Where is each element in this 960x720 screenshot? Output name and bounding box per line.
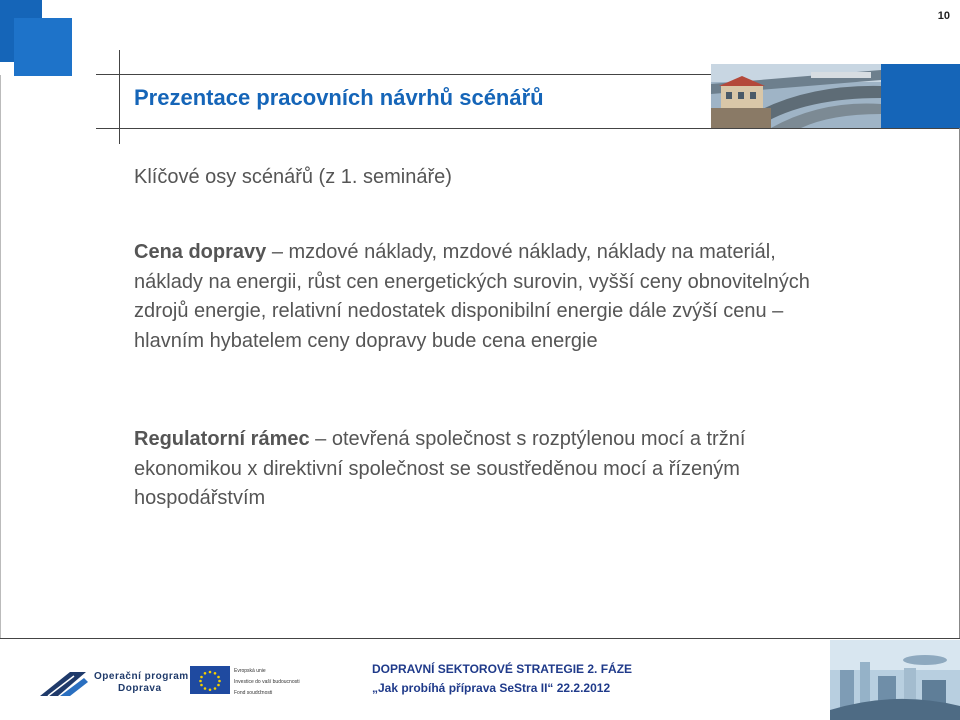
frame-left (0, 75, 1, 638)
slide-subtitle: Klíčové osy scénářů (z 1. semináře) (134, 166, 452, 188)
slide-title: Prezentace pracovních návrhů scénářů (134, 85, 544, 110)
corner-square-left (0, 18, 14, 62)
eu-logo-text (234, 666, 300, 699)
eu-line3: Fond soudržnosti (234, 690, 273, 696)
paragraph-regulatory-framework (134, 425, 834, 514)
corner-square-gap (42, 0, 56, 18)
eu-logo (190, 666, 324, 698)
corner-square-top (0, 0, 42, 18)
header-line-vertical (119, 50, 120, 144)
paragraph-lead: Cena dopravy (134, 241, 267, 263)
paragraph-lead: Regulatorní rámec (134, 428, 310, 450)
corner-square-main (14, 18, 72, 76)
eu-line2: Investice do vaší budoucnosti (234, 679, 300, 685)
header-railway-photo (711, 64, 881, 128)
eu-line1: Evropská unie (234, 668, 266, 674)
footer-event-subtitle: „Jak probíhá příprava SeStra II“ 22.2.2012 (372, 681, 611, 695)
paragraph-transport-cost (134, 238, 834, 356)
slide-number: 10 (937, 10, 950, 22)
op-line1: Operační program (94, 671, 189, 682)
eu-flag-icon (190, 666, 230, 694)
header-line-bottom (96, 128, 960, 129)
paragraph-text: – otevřená společnost s rozptýlenou mocí a tržní ekonomikou x direktivní společnost se soustředěnou mocí a řízeným hospodářstvím (134, 428, 746, 509)
op-doprava-logo-icon (40, 670, 90, 703)
footer-futuristic-city-photo (830, 640, 960, 720)
op-doprava-logo-text (94, 671, 189, 695)
op-line2: Doprava (118, 683, 162, 694)
paragraph-text: – mzdové náklady, mzdové náklady, náklady na materiál, náklady na energii, růst cen energetických surovin, vyšší ceny obnovitelných zdrojů energie, relativní nedostatek disponibilní energie dále zvýší cenu – hlavním hybatelem ceny dopravy bude cena energie (134, 241, 810, 352)
footer-strategy-title: DOPRAVNÍ SEKTOROVÉ STRATEGIE 2. FÁZE (372, 662, 633, 676)
header-blue-block (881, 64, 960, 128)
